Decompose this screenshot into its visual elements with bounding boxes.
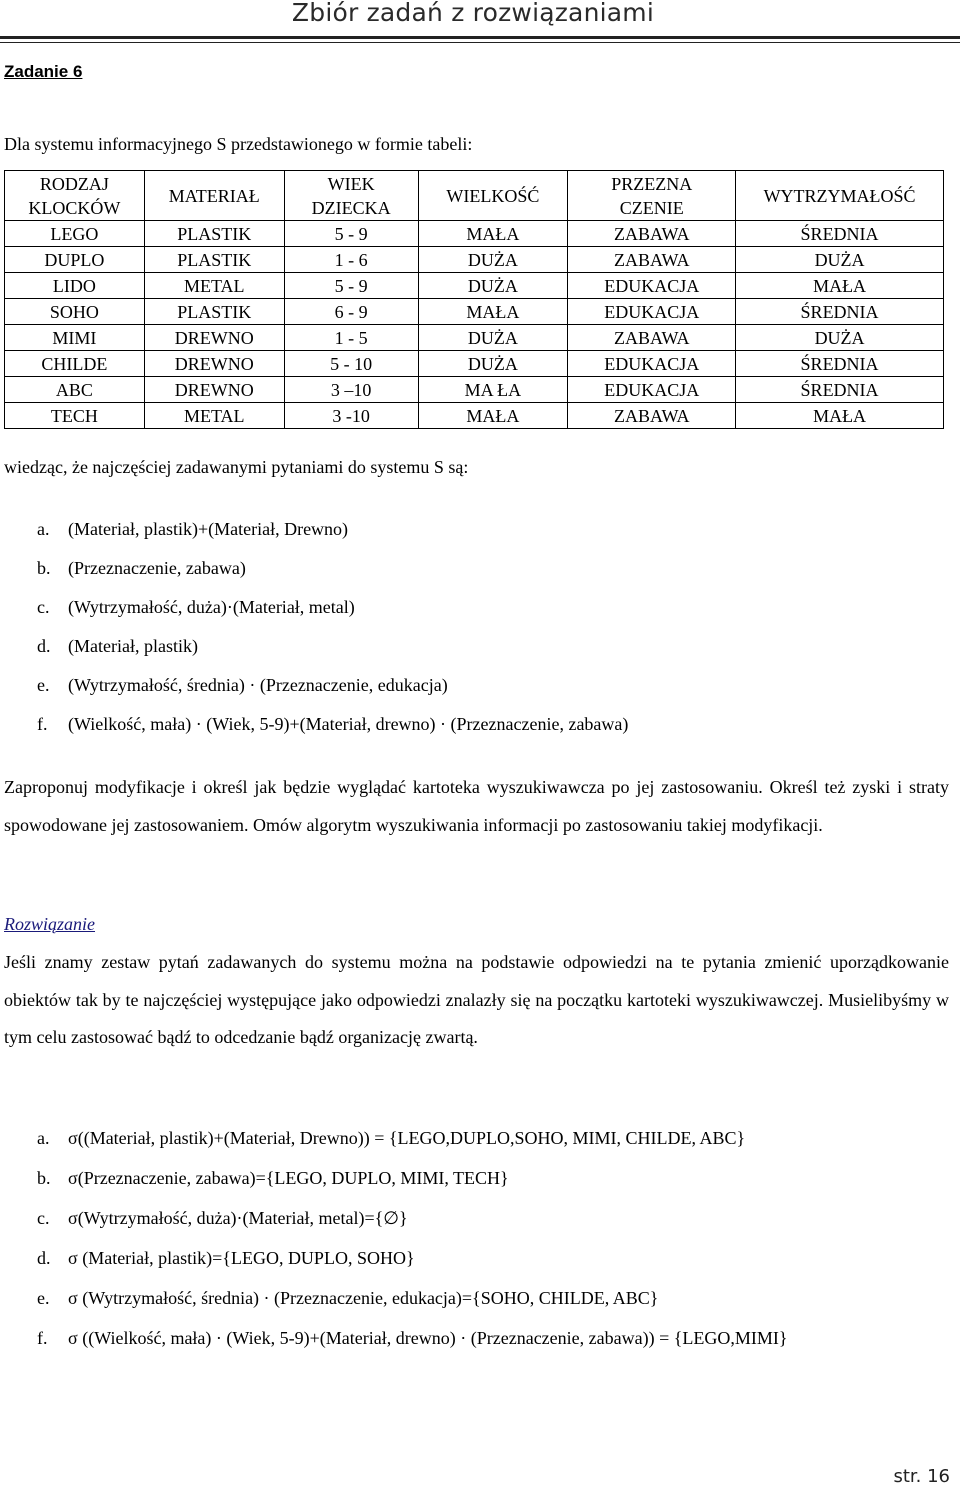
table-cell: EDUKACJA: [568, 351, 736, 377]
table-cell: ZABAWA: [568, 325, 736, 351]
header-przeznaczenie: PRZEZNA CZENIE: [568, 171, 736, 221]
answer-label: d.: [37, 1248, 51, 1268]
table-cell: MAŁA: [418, 299, 568, 325]
running-header-title: Zbiór zadań z rozwiązaniami: [291, 0, 654, 27]
table-cell: DUŻA: [418, 273, 568, 299]
answer-text: σ (Materiał, plastik)={LEGO, DUPLO, SOHO}: [68, 1248, 415, 1268]
table-cell: DREWNO: [144, 377, 284, 403]
table-cell: EDUKACJA: [568, 299, 736, 325]
table-header-row: [5, 171, 944, 221]
solution-heading: Rozwiązanie: [4, 914, 96, 934]
information-system-table: [4, 170, 944, 429]
table-cell: 1 - 5: [284, 325, 418, 351]
intro-text: Dla systemu informacyjnego S przedstawionego w formie tabeli:: [4, 134, 473, 154]
table-cell: ŚREDNIA: [736, 377, 944, 403]
table-cell: PLASTIK: [144, 247, 284, 273]
table-cell: METAL: [144, 273, 284, 299]
table-row: [5, 351, 944, 377]
header-wielkosc: WIELKOŚĆ: [418, 171, 568, 221]
table-cell: PLASTIK: [144, 221, 284, 247]
query-label: e.: [37, 675, 50, 695]
header-material: MATERIAŁ: [144, 171, 284, 221]
table-row: [5, 299, 944, 325]
table-row: [5, 377, 944, 403]
answer-text: σ (Wytrzymałość, średnia) · (Przeznaczenie, edukacja)={SOHO, CHILDE, ABC}: [68, 1288, 659, 1308]
table-cell: ABC: [5, 377, 145, 403]
table-cell: DUŻA: [418, 325, 568, 351]
table-row: [5, 403, 944, 429]
header-wiek-dziecka: WIEK DZIECKA: [284, 171, 418, 221]
answer-label: b.: [37, 1168, 51, 1188]
answer-label: c.: [37, 1208, 50, 1228]
table-cell: LEGO: [5, 221, 145, 247]
query-label: c.: [37, 597, 50, 617]
table-cell: 1 - 6: [284, 247, 418, 273]
table-cell: TECH: [5, 403, 145, 429]
table-cell: SOHO: [5, 299, 145, 325]
table-cell: 3 –10: [284, 377, 418, 403]
table-cell: DREWNO: [144, 351, 284, 377]
solution-paragraph: Jeśli znamy zestaw pytań zadawanych do systemu można na podstawie odpowiedzi na te pytania zmienić uporządkowanie obiektów tak by te najczęściej występujące jako odpowiedzi znalazły się na początku kartoteki wyszukiwawczej. Musielibyśmy w tym celu zastosować bądź to odcedzanie bądź organizację zwartą.: [4, 952, 949, 1048]
table-cell: DUPLO: [5, 247, 145, 273]
query-label: f.: [37, 714, 48, 734]
table-cell: EDUKACJA: [568, 273, 736, 299]
query-text: (Przeznaczenie, zabawa): [68, 558, 246, 578]
query-label: d.: [37, 636, 51, 656]
table-row: [5, 221, 944, 247]
query-text: (Wytrzymałość, średnia) · (Przeznaczenie, edukacja): [68, 675, 448, 695]
query-label: a.: [37, 519, 50, 539]
table-cell: METAL: [144, 403, 284, 429]
table-cell: 6 - 9: [284, 299, 418, 325]
table-cell: ZABAWA: [568, 247, 736, 273]
table-cell: MAŁA: [736, 273, 944, 299]
table-cell: 5 - 9: [284, 273, 418, 299]
table-cell: PLASTIK: [144, 299, 284, 325]
header-rodzaj-klockow: RODZAJ KLOCKÓW: [5, 171, 145, 221]
page-number: str. 16: [893, 1466, 950, 1487]
table-row: [5, 325, 944, 351]
query-text: (Wielkość, mała) · (Wiek, 5-9)+(Materiał, drewno) · (Przeznaczenie, zabawa): [68, 714, 629, 734]
query-text: (Wytrzymałość, duża)·(Materiał, metal): [68, 597, 355, 617]
table-cell: ZABAWA: [568, 221, 736, 247]
answer-label: a.: [37, 1128, 50, 1148]
answer-text: σ ((Wielkość, mała) · (Wiek, 5-9)+(Materiał, drewno) · (Przeznaczenie, zabawa)) = {LEGO,MIMI}: [68, 1328, 788, 1348]
table-cell: 5 - 9: [284, 221, 418, 247]
table-cell: 5 - 10: [284, 351, 418, 377]
table-cell: DUŻA: [418, 351, 568, 377]
header-rule: [0, 36, 960, 43]
table-cell: DUŻA: [736, 325, 944, 351]
table-cell: EDUKACJA: [568, 377, 736, 403]
answer-label: e.: [37, 1288, 50, 1308]
table-cell: ŚREDNIA: [736, 299, 944, 325]
query-text: (Materiał, plastik)+(Materiał, Drewno): [68, 519, 349, 539]
table-cell: MIMI: [5, 325, 145, 351]
header-wytrzymalosc: WYTRZYMAŁOŚĆ: [736, 171, 944, 221]
table-cell: LIDO: [5, 273, 145, 299]
table-cell: MAŁA: [736, 403, 944, 429]
query-label: b.: [37, 558, 51, 578]
answer-text: σ(Przeznaczenie, zabawa)={LEGO, DUPLO, MIMI, TECH}: [68, 1168, 509, 1188]
empty-set-icon: ∅: [383, 1208, 399, 1229]
table-cell: 3 -10: [284, 403, 418, 429]
table-cell: MAŁA: [418, 403, 568, 429]
table-cell: ŚREDNIA: [736, 351, 944, 377]
task-heading: Zadanie 6: [4, 62, 83, 81]
table-cell: CHILDE: [5, 351, 145, 377]
table-cell: ŚREDNIA: [736, 221, 944, 247]
table-cell: MAŁA: [418, 221, 568, 247]
table-cell: DUŻA: [736, 247, 944, 273]
answer-text: σ((Materiał, plastik)+(Materiał, Drewno)) = {LEGO,DUPLO,SOHO, MIMI, CHILDE, ABC}: [68, 1128, 746, 1148]
table-row: [5, 247, 944, 273]
task-paragraph: Zaproponuj modyfikacje i określ jak będzie wyglądać kartoteka wyszukiwawcza po jej zastosowaniu. Określ też zyski i straty spowodowane jej zastosowaniem. Omów algorytm wyszukiwania informacji po zastosowaniu takiej modyfikacji.: [4, 777, 949, 835]
table-cell: DUŻA: [418, 247, 568, 273]
query-text: (Materiał, plastik): [68, 636, 198, 656]
answer-label: f.: [37, 1328, 48, 1348]
table-cell: MA ŁA: [418, 377, 568, 403]
table-cell: DREWNO: [144, 325, 284, 351]
table-cell: ZABAWA: [568, 403, 736, 429]
queries-intro: wiedząc, że najczęściej zadawanymi pytaniami do systemu S są:: [4, 457, 469, 477]
table-row: [5, 273, 944, 299]
answer-text: σ(Wytrzymałość, duża)·(Materiał, metal)={∅}: [68, 1208, 408, 1229]
